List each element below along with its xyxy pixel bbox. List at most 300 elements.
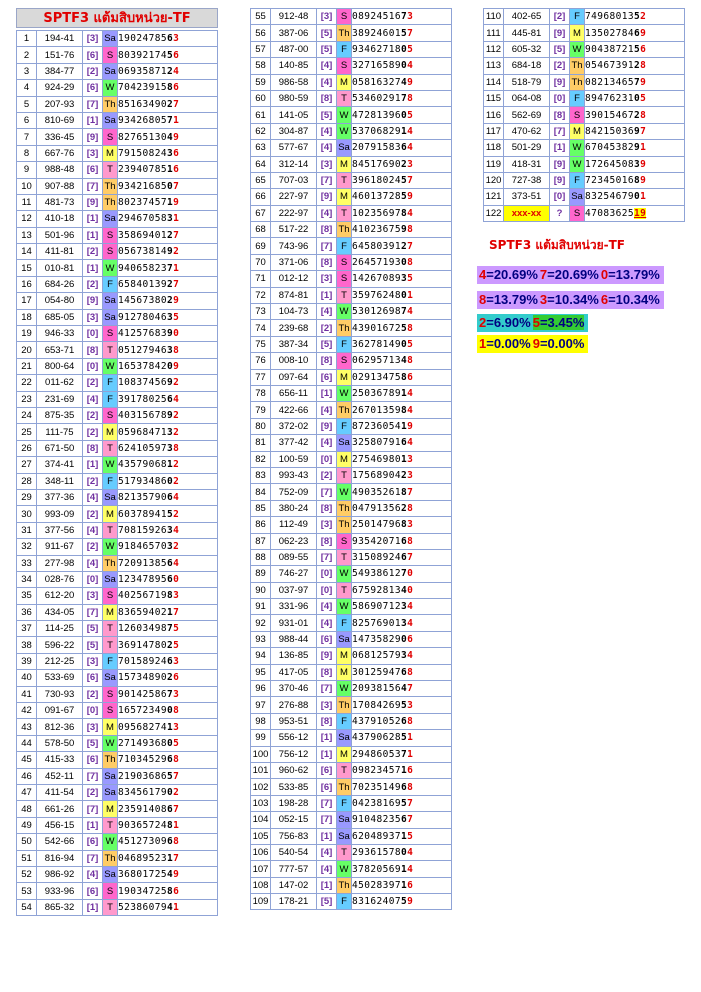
row-index: 92: [251, 615, 271, 631]
row-index: 95: [251, 664, 271, 680]
stat-sep: =: [486, 292, 494, 307]
row-number: [118, 440, 218, 456]
row-number: [118, 31, 218, 47]
row-number: [352, 9, 452, 25]
stat-percent: 20.69%: [493, 267, 538, 282]
row-code: 151-76: [37, 47, 83, 63]
table-row: [251, 631, 452, 647]
row-day: M: [337, 156, 352, 172]
row-code: 207-93: [37, 96, 83, 112]
stat-sep: =: [608, 267, 616, 282]
row-code: 960-62: [271, 762, 317, 778]
number-tens: 0: [633, 93, 641, 105]
table-row: [484, 74, 685, 90]
number-tens: 3: [166, 442, 174, 454]
row-code: 487-00: [271, 41, 317, 57]
row-group: [4]: [83, 391, 103, 407]
row-group: [0]: [550, 90, 570, 106]
row-number: [352, 549, 452, 565]
row-index: 40: [17, 670, 37, 686]
row-code: 097-64: [271, 369, 317, 385]
number-units: 1: [173, 213, 180, 225]
row-group: [9]: [317, 648, 337, 664]
number-body: 16537842: [118, 361, 167, 372]
row-index: 119: [484, 156, 504, 172]
table-row: [484, 205, 685, 221]
number-tens: 0: [400, 847, 408, 859]
row-group: [3]: [83, 31, 103, 47]
number-body: 84215036: [585, 125, 634, 137]
number-tens: 4: [400, 683, 408, 695]
number-tens: 6: [400, 814, 408, 826]
table-row: [251, 844, 452, 860]
row-index: 81: [251, 435, 271, 451]
row-code: 239-68: [271, 320, 317, 336]
number-body: 08213465: [585, 76, 634, 88]
row-code: 730-93: [37, 686, 83, 702]
number-tens: 1: [400, 125, 408, 137]
row-day: M: [337, 664, 352, 680]
number-units: 7: [407, 240, 414, 252]
number-body: 90438721: [585, 43, 634, 55]
stat-item: [533, 336, 585, 351]
row-number: [118, 686, 218, 702]
row-group: [2]: [550, 58, 570, 74]
row-day: Sa: [337, 435, 352, 451]
number-tens: 3: [400, 617, 408, 629]
row-number: [352, 713, 452, 729]
table-row: [17, 96, 218, 112]
table-row: [251, 484, 452, 500]
number-body: 29486053: [352, 748, 401, 760]
row-code: 875-35: [37, 407, 83, 423]
row-group: [5]: [317, 894, 337, 910]
row-code: 743-96: [271, 238, 317, 254]
number-body: 82576901: [352, 617, 401, 629]
row-number: [352, 222, 452, 238]
row-code: 231-69: [37, 391, 83, 407]
row-number: [118, 309, 218, 325]
number-units: 3: [173, 721, 180, 733]
row-code: 417-05: [271, 664, 317, 680]
number-units: 5: [173, 639, 180, 651]
row-index: 107: [251, 861, 271, 877]
number-tens: 7: [166, 623, 174, 635]
stat-row: [477, 314, 588, 332]
number-units: 4: [407, 207, 414, 219]
row-group: [2]: [83, 686, 103, 702]
number-tens: 0: [400, 289, 408, 301]
number-units: 2: [173, 459, 180, 471]
row-number: [585, 140, 685, 156]
table-row: [17, 489, 218, 505]
row-code: 227-97: [271, 189, 317, 205]
row-group: [2]: [83, 424, 103, 440]
row-group: [2]: [83, 539, 103, 555]
row-number: [118, 473, 218, 489]
row-number: [118, 96, 218, 112]
row-code: 953-51: [271, 713, 317, 729]
row-code: 912-48: [271, 9, 317, 25]
row-number: [352, 500, 452, 516]
row-index: 6: [17, 112, 37, 128]
table-row: [17, 31, 218, 47]
table-row: [17, 47, 218, 63]
number-body: 29467058: [118, 213, 167, 225]
row-index: 76: [251, 353, 271, 369]
row-code: 062-23: [271, 533, 317, 549]
row-group: [0]: [83, 358, 103, 374]
row-day: Sa: [103, 768, 118, 784]
table-row: [251, 533, 452, 549]
number-units: 7: [640, 125, 647, 137]
row-number: [352, 631, 452, 647]
stat-item: [601, 267, 660, 282]
row-code: 054-80: [37, 293, 83, 309]
row-index: 46: [17, 768, 37, 784]
row-code: 577-67: [271, 140, 317, 156]
row-code: 112-49: [271, 517, 317, 533]
row-group: [7]: [550, 123, 570, 139]
row-group: [5]: [317, 107, 337, 123]
number-tens: 5: [633, 11, 641, 23]
row-group: [4]: [83, 489, 103, 505]
row-index: 13: [17, 227, 37, 243]
row-index: 68: [251, 222, 271, 238]
row-code: 028-76: [37, 571, 83, 587]
row-index: 8: [17, 145, 37, 161]
number-units: 2: [173, 541, 180, 553]
row-group: [3]: [317, 9, 337, 25]
row-group: [7]: [83, 768, 103, 784]
row-code: 684-26: [37, 276, 83, 292]
row-number: [352, 599, 452, 615]
row-index: 88: [251, 549, 271, 565]
row-number: [118, 358, 218, 374]
stat-percent: 3.45%: [547, 315, 585, 330]
row-number: [118, 342, 218, 358]
number-tens: 1: [400, 879, 408, 891]
number-body: 32716589: [352, 60, 401, 72]
row-number: [585, 90, 685, 106]
row-group: [0]: [550, 189, 570, 205]
number-body: 10235697: [352, 207, 401, 219]
number-tens: 3: [166, 311, 174, 323]
number-units: 2: [640, 11, 647, 23]
number-tens: 7: [166, 688, 174, 700]
table-row: [17, 129, 218, 145]
row-index: 36: [17, 604, 37, 620]
number-body: 43579068: [118, 459, 167, 471]
table-row: [17, 686, 218, 702]
row-index: 65: [251, 172, 271, 188]
row-day: Sa: [103, 63, 118, 79]
row-group: [7]: [317, 795, 337, 811]
number-body: 64580391: [352, 240, 401, 252]
table-row: [484, 90, 685, 106]
row-number: [118, 407, 218, 423]
row-day: F: [337, 238, 352, 254]
number-body: 41257683: [118, 328, 167, 340]
row-day: S: [570, 205, 585, 221]
row-number: [352, 615, 452, 631]
number-units: 5: [407, 43, 414, 55]
number-body: 19024785: [118, 33, 167, 45]
row-day: W: [103, 260, 118, 276]
number-units: 8: [173, 442, 180, 454]
number-units: 6: [173, 672, 180, 684]
row-code: 052-15: [271, 812, 317, 828]
row-day: S: [337, 9, 352, 25]
row-code: 540-54: [271, 844, 317, 860]
stat-sep: =: [486, 315, 494, 330]
row-group: [1]: [317, 746, 337, 762]
row-group: [1]: [317, 828, 337, 844]
number-tens: 6: [633, 27, 641, 39]
table-row: [484, 172, 685, 188]
row-number: [352, 156, 452, 172]
number-units: 1: [173, 819, 180, 831]
row-code: 756-83: [271, 828, 317, 844]
number-tens: 8: [400, 371, 408, 383]
row-day: Th: [570, 74, 585, 90]
number-units: 7: [407, 27, 414, 39]
row-code: 653-71: [37, 342, 83, 358]
row-group: [9]: [83, 293, 103, 309]
row-index: 105: [251, 828, 271, 844]
number-units: 2: [173, 475, 180, 487]
row-group: [4]: [317, 844, 337, 860]
number-tens: 8: [400, 404, 408, 416]
row-code: 946-33: [37, 326, 83, 342]
row-code: 542-66: [37, 834, 83, 850]
row-code: 562-69: [504, 107, 550, 123]
row-code: 104-73: [271, 304, 317, 320]
row-index: 110: [484, 9, 504, 25]
row-day: W: [337, 861, 352, 877]
row-number: [352, 762, 452, 778]
row-number: [118, 424, 218, 440]
number-units: 8: [407, 715, 414, 727]
row-index: 114: [484, 74, 504, 90]
row-code: 277-98: [37, 555, 83, 571]
row-index: 15: [17, 260, 37, 276]
row-number: [585, 123, 685, 139]
row-index: 96: [251, 681, 271, 697]
number-body: 91278046: [118, 311, 167, 323]
row-day: Th: [337, 779, 352, 795]
number-units: 1: [173, 901, 180, 913]
row-index: 33: [17, 555, 37, 571]
number-units: 7: [173, 279, 180, 291]
number-tens: 6: [400, 552, 408, 564]
number-tens: 2: [400, 158, 408, 170]
number-tens: 6: [400, 781, 408, 793]
number-tens: 3: [633, 158, 641, 170]
table-row: [484, 58, 685, 74]
number-tens: 3: [400, 601, 408, 613]
row-group: [3]: [317, 271, 337, 287]
number-units: 7: [173, 180, 180, 192]
row-index: 51: [17, 850, 37, 866]
number-tens: 7: [633, 76, 641, 88]
row-index: 102: [251, 779, 271, 795]
row-day: S: [337, 254, 352, 270]
number-units: 9: [173, 869, 180, 881]
row-index: 59: [251, 74, 271, 90]
number-tens: 4: [166, 131, 174, 143]
number-units: 3: [173, 656, 180, 668]
row-index: 69: [251, 238, 271, 254]
row-group: [6]: [317, 762, 337, 778]
row-group: [3]: [317, 156, 337, 172]
number-units: 3: [407, 699, 414, 711]
row-code: 533-69: [37, 670, 83, 686]
number-tens: 0: [166, 475, 174, 487]
table-row: [17, 80, 218, 96]
row-index: 116: [484, 107, 504, 123]
table-row: [251, 435, 452, 451]
number-tens: 3: [400, 273, 408, 285]
table-row: [251, 582, 452, 598]
row-index: 113: [484, 58, 504, 74]
number-units: 3: [407, 470, 414, 482]
number-body: 20938156: [352, 683, 401, 695]
number-tens: 1: [633, 207, 641, 219]
row-index: 61: [251, 107, 271, 123]
row-number: [352, 779, 452, 795]
table-row: [251, 369, 452, 385]
number-units: 7: [407, 552, 414, 564]
number-units: 6: [173, 147, 180, 159]
row-day: Th: [103, 752, 118, 768]
row-group: [2]: [317, 467, 337, 483]
row-index: 106: [251, 844, 271, 860]
row-group: [4]: [317, 861, 337, 877]
row-code: 810-69: [37, 112, 83, 128]
row-day: M: [337, 74, 352, 90]
row-day: F: [337, 894, 352, 910]
table-row: [17, 571, 218, 587]
table-row: [251, 713, 452, 729]
row-number: [118, 784, 218, 800]
row-number: [352, 894, 452, 910]
number-body: 14567380: [118, 295, 167, 307]
number-units: 4: [173, 524, 180, 536]
row-day: F: [570, 90, 585, 106]
table-row: [251, 861, 452, 877]
row-code: 411-81: [37, 244, 83, 260]
number-body: 15734890: [118, 672, 167, 684]
number-body: 83162407: [352, 896, 401, 908]
number-body: 17568904: [352, 470, 401, 482]
row-index: 63: [251, 140, 271, 156]
table-row: [251, 402, 452, 418]
row-code: 418-31: [504, 156, 550, 172]
row-code: xxx-xx: [504, 205, 550, 221]
row-code: 304-87: [271, 123, 317, 139]
row-code: 470-62: [504, 123, 550, 139]
number-tens: 8: [166, 885, 174, 897]
stat-digit: 9: [532, 336, 540, 351]
number-tens: 8: [400, 486, 408, 498]
number-units: 6: [173, 82, 180, 94]
number-tens: 6: [166, 836, 174, 848]
row-number: [118, 801, 218, 817]
row-number: [585, 172, 685, 188]
row-code: 198-28: [271, 795, 317, 811]
row-number: [118, 80, 218, 96]
row-index: 103: [251, 795, 271, 811]
row-code: 980-59: [271, 90, 317, 106]
row-day: Th: [337, 500, 352, 516]
row-number: [118, 899, 218, 915]
table-row: [251, 205, 452, 221]
stat-percent: 10.34%: [615, 292, 660, 307]
row-day: T: [337, 287, 352, 303]
row-group: [7]: [317, 238, 337, 254]
row-code: 865-32: [37, 899, 83, 915]
row-code: 501-96: [37, 227, 83, 243]
row-day: S: [337, 353, 352, 369]
number-body: 13502784: [585, 27, 634, 39]
row-group: [1]: [550, 140, 570, 156]
number-body: 72345016: [585, 175, 634, 187]
row-day: W: [570, 156, 585, 172]
row-index: 45: [17, 752, 37, 768]
row-day: S: [103, 227, 118, 243]
number-tens: 8: [166, 819, 174, 831]
row-day: S: [103, 686, 118, 702]
number-tens: 3: [166, 344, 174, 356]
row-number: [352, 107, 452, 123]
row-code: 746-27: [271, 566, 317, 582]
row-group: [4]: [317, 615, 337, 631]
number-body: 06812579: [352, 650, 401, 662]
table-row: [17, 703, 218, 719]
row-number: [352, 828, 452, 844]
number-units: 5: [640, 93, 647, 105]
row-group: [5]: [83, 621, 103, 637]
table-row: [17, 375, 218, 391]
row-group: [4]: [317, 402, 337, 418]
row-code: 374-41: [37, 457, 83, 473]
row-group: [8]: [317, 500, 337, 516]
stat-item: [479, 292, 538, 307]
row-day: M: [103, 506, 118, 522]
table-row: [17, 407, 218, 423]
row-day: W: [337, 107, 352, 123]
number-units: 5: [173, 737, 180, 749]
row-day: Sa: [103, 489, 118, 505]
row-code: 037-97: [271, 582, 317, 598]
number-body: 21903686: [118, 770, 167, 782]
number-tens: 4: [166, 901, 174, 913]
table-row: [17, 883, 218, 899]
row-code: 380-24: [271, 500, 317, 516]
number-body: 91048235: [352, 814, 401, 826]
number-tens: 6: [400, 666, 408, 678]
row-code: 331-96: [271, 599, 317, 615]
row-day: Th: [570, 58, 585, 74]
row-index: 31: [17, 522, 37, 538]
row-code: 178-21: [271, 894, 317, 910]
number-body: 45028397: [352, 879, 401, 891]
number-tens: 9: [166, 246, 174, 258]
row-code: 907-88: [37, 178, 83, 194]
row-index: 67: [251, 205, 271, 221]
stat-percent: 0.00%: [547, 336, 585, 351]
